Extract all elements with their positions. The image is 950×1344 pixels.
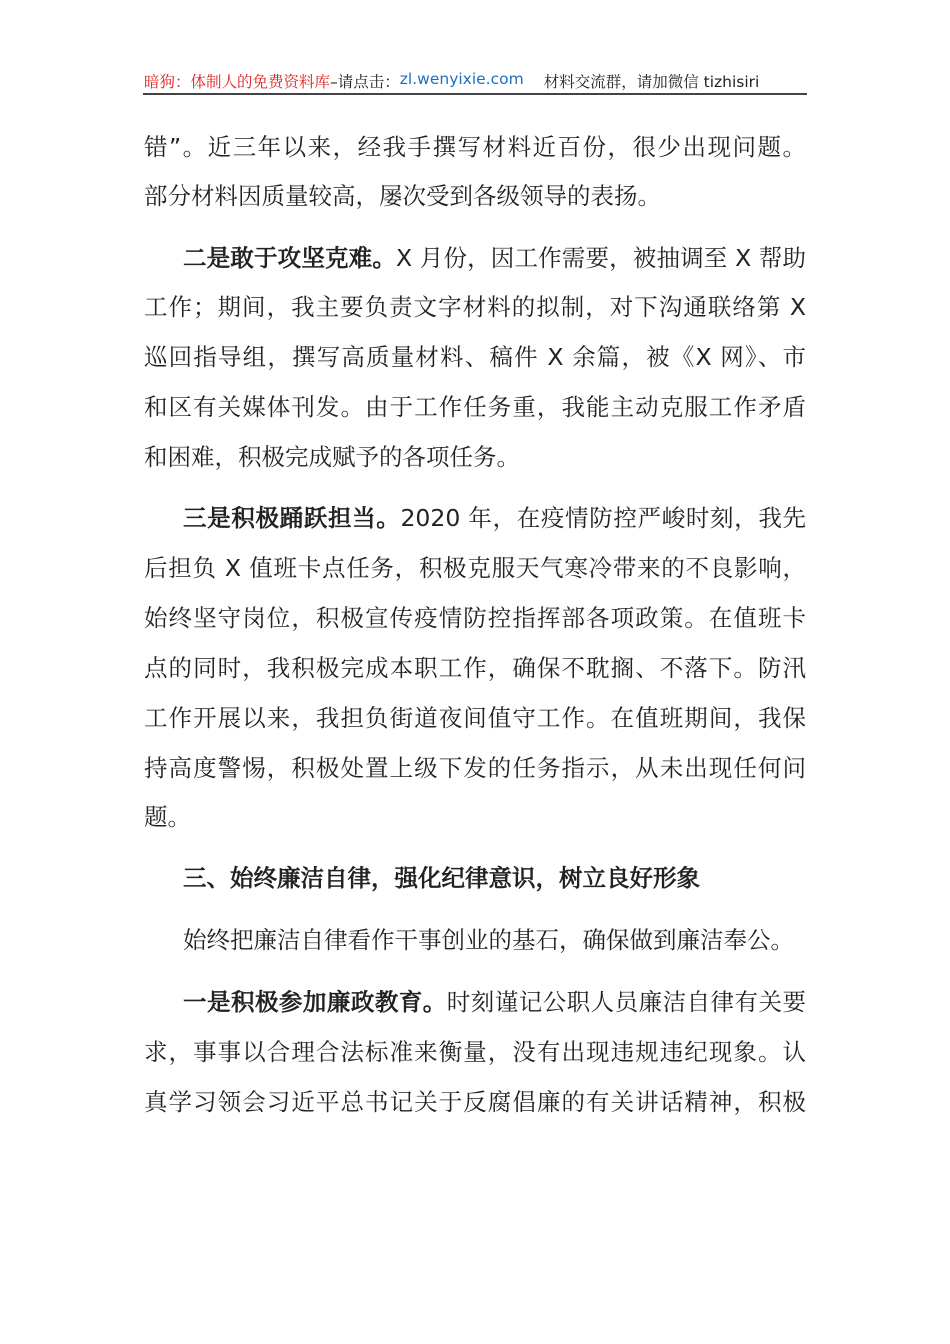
group-note: 材料交流群，请加微信 tizhisiri — [543, 73, 760, 91]
document-line — [144, 800, 806, 834]
document-line — [144, 601, 806, 635]
page-header — [144, 70, 806, 92]
bold-lead: 三是积极踊跃担当。 — [183, 504, 401, 532]
document-line — [183, 501, 806, 535]
line-text: 点的同时，我积极完成本职工作，确保不耽搁、不落下。防汛 — [144, 654, 806, 682]
line-text: X 月份，因工作需要，被抽调至 X 帮助 — [396, 244, 807, 272]
line-text: 时刻谨记公职人员廉洁自律有关要 — [446, 988, 807, 1016]
document-line — [144, 390, 806, 424]
line-text: 和困难，积极完成赋予的各项任务。 — [144, 443, 520, 471]
document-line — [144, 651, 806, 685]
document-line — [144, 340, 806, 374]
line-text: 巡回指导组，撰写高质量材料、稿件 X 余篇，被《X 网》、市 — [144, 343, 806, 371]
document-line — [144, 179, 806, 213]
document-line — [183, 923, 806, 957]
line-text: 工作；期间，我主要负责文字材料的拟制，对下沟通联络第 X — [144, 293, 806, 321]
document-line — [144, 1085, 806, 1119]
bold-lead: 一是积极参加廉政教育。 — [183, 988, 447, 1016]
line-text: 错”。近三年以来，经我手撰写材料近百份，很少出现问题。 — [144, 133, 806, 161]
document-line — [144, 701, 806, 735]
line-text: 始终把廉洁自律看作干事创业的基石，确保做到廉洁奉公。 — [183, 926, 794, 954]
line-text: 求，事事以合理合法标准来衡量，没有出现违规违纪现象。认 — [144, 1038, 806, 1066]
line-text: 部分材料因质量较高，屡次受到各级领导的表扬。 — [144, 182, 661, 210]
document-line — [183, 241, 806, 275]
header-divider — [143, 93, 807, 95]
document-line — [183, 985, 806, 1019]
click-prompt: –请点击： — [330, 73, 400, 91]
bold-lead: 三、始终廉洁自律，强化纪律意识，树立良好形象 — [183, 864, 700, 892]
document-line — [144, 551, 806, 585]
site-link[interactable]: zl.wenyixie.com — [399, 70, 524, 88]
document-line — [144, 751, 806, 785]
document-line — [144, 290, 806, 324]
line-text: 持高度警惕，积极处置上级下发的任务指示，从未出现任何问 — [144, 754, 806, 782]
bold-lead: 二是敢于攻坚克难。 — [183, 244, 397, 272]
line-text: 后担负 X 值班卡点任务，积极克服天气寒冷带来的不良影响， — [144, 554, 806, 582]
document-line — [144, 1035, 806, 1069]
document-line — [144, 440, 806, 474]
line-text: 2020 年，在疫情防控严峻时刻，我先 — [400, 504, 807, 532]
document-line — [183, 861, 806, 895]
line-text: 和区有关媒体刊发。由于工作任务重，我能主动克服工作矛盾 — [144, 393, 806, 421]
site-name: 暗狗：体制人的免费资料库 — [144, 73, 331, 91]
line-text: 真学习领会习近平总书记关于反腐倡廉的有关讲话精神，积极 — [144, 1088, 806, 1116]
line-text: 工作开展以来，我担负街道夜间值守工作。在值班期间，我保 — [144, 704, 806, 732]
line-text: 题。 — [144, 803, 191, 831]
document-line — [144, 130, 806, 164]
line-text: 始终坚守岗位，积极宣传疫情防控指挥部各项政策。在值班卡 — [144, 604, 806, 632]
